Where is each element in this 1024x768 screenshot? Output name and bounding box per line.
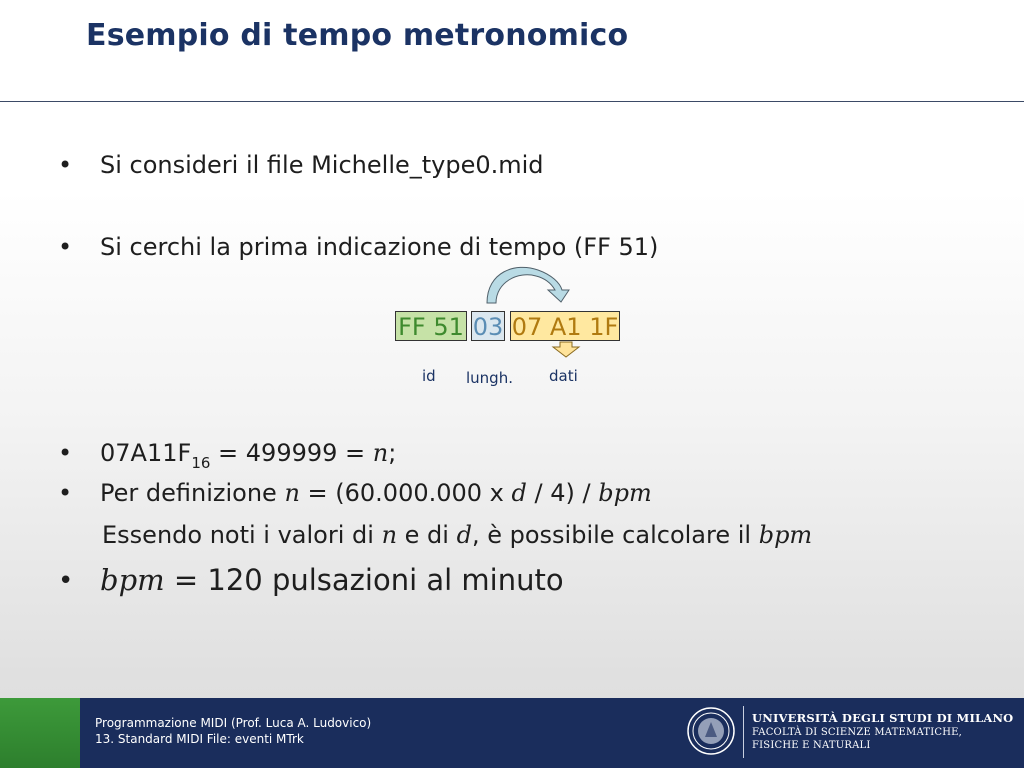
var-n: n xyxy=(381,521,398,549)
equation-end: ; xyxy=(388,439,397,467)
continuation-part: , è possibile calcolare il xyxy=(471,521,759,549)
var-bpm: bpm xyxy=(758,521,813,549)
label-id: id xyxy=(422,367,436,385)
bullet-marker-5: • xyxy=(58,566,74,596)
bullet-text-5 xyxy=(100,563,564,597)
bullet-text-4-continuation xyxy=(102,520,812,550)
formula-part: / 4) / xyxy=(526,479,599,507)
formula-part: = (60.000.000 x xyxy=(299,479,512,507)
var-n: n xyxy=(284,479,300,507)
bullet-marker-2: • xyxy=(58,233,73,261)
bullet-marker-4: • xyxy=(58,479,73,507)
footer-bar xyxy=(0,698,1024,768)
result-text: = 120 pulsazioni al minuto xyxy=(164,563,564,597)
definition-prefix: Per definizione xyxy=(100,479,285,507)
bullet-text-3 xyxy=(100,438,396,478)
continuation-part: e di xyxy=(397,521,457,549)
label-length: lungh. xyxy=(466,369,513,387)
footer-accent xyxy=(0,698,80,768)
bullet-text-4 xyxy=(100,478,652,508)
var-d: d xyxy=(456,521,472,549)
var-d: d xyxy=(511,479,527,507)
var-n: n xyxy=(372,439,389,467)
equation-middle: = 499999 = xyxy=(210,439,373,467)
university-name: UNIVERSITÀ DEGLI STUDI DI MILANO xyxy=(752,711,1014,725)
var-bpm: bpm xyxy=(100,563,165,597)
meta-id-bytes: FF 51 xyxy=(395,311,467,341)
slide-title: Esempio di tempo metronomico xyxy=(86,18,629,53)
footer-line-1: Programmazione MIDI (Prof. Luca A. Ludovico) xyxy=(95,716,372,730)
label-data: dati xyxy=(549,367,578,385)
var-bpm: bpm xyxy=(598,479,652,507)
footer-line-2: 13. Standard MIDI File: eventi MTrk xyxy=(95,732,304,746)
bullet-text-2: Si cerchi la prima indicazione di tempo (FF 51) xyxy=(100,233,659,261)
footer-course-info xyxy=(95,715,371,747)
data-bytes: 07 A1 1F xyxy=(511,313,619,341)
hex-subscript: 16 xyxy=(191,454,211,472)
title-divider xyxy=(0,101,1024,102)
length-byte: 03 xyxy=(472,313,504,341)
continuation-prefix: Essendo noti i valori di xyxy=(102,521,382,549)
faculty-line-1: FACOLTÀ DI SCIENZE MATEMATICHE, xyxy=(752,727,963,738)
faculty-line-2: FISICHE E NATURALI xyxy=(752,740,871,751)
hex-value: 07A11F xyxy=(100,439,192,467)
university-logo-text xyxy=(752,710,1013,752)
bullet-marker-1: • xyxy=(58,151,73,179)
bullet-marker-3: • xyxy=(58,439,73,467)
curved-arrow-icon xyxy=(487,267,569,303)
bullet-text-1: Si consideri il file Michelle_type0.mid xyxy=(100,151,544,179)
logo-divider xyxy=(743,706,744,758)
university-seal-icon xyxy=(686,706,736,756)
down-arrow-icon xyxy=(553,342,579,357)
